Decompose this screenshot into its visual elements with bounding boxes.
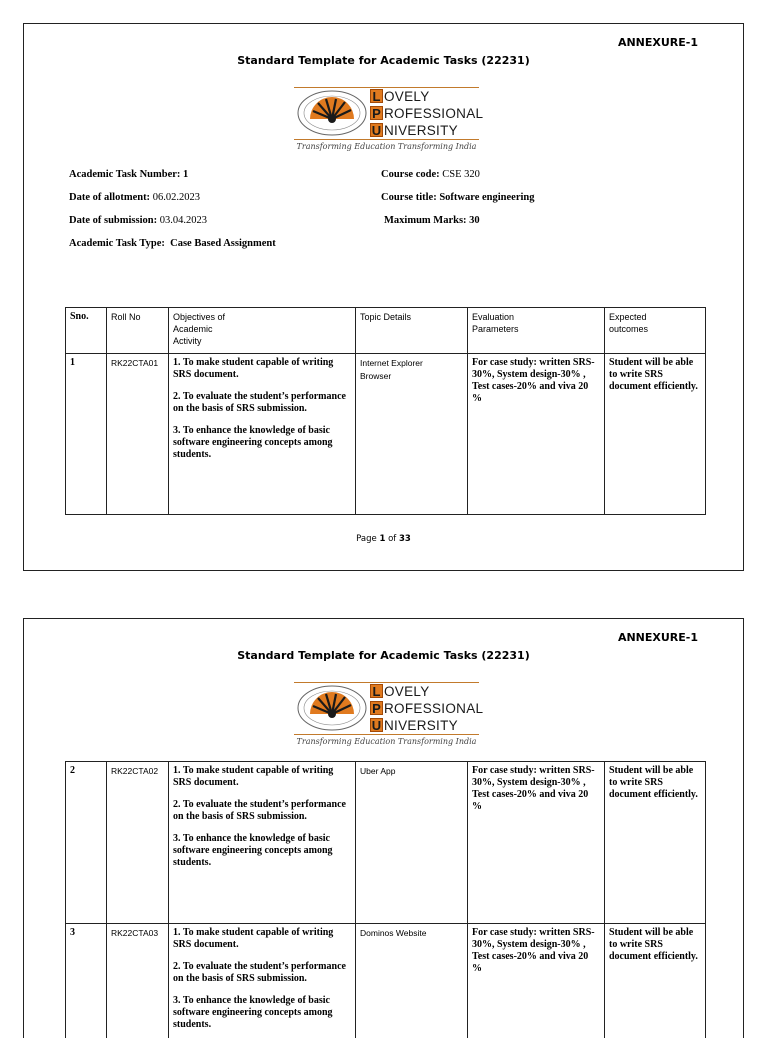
row-evaluation: For case study: written SRS-30%, System design-30% , Test cases-20% and viva 20 % <box>468 762 605 924</box>
row-evaluation: For case study: written SRS-30%, System design-30% , Test cases-20% and viva 20 % <box>468 924 605 1038</box>
logo-tagline: Transforming Education Transforming India <box>294 142 479 151</box>
task-table-continued <box>65 761 706 1038</box>
maximum-marks: Maximum Marks: 30 <box>384 215 480 226</box>
row-topic: Dominos Website <box>356 924 468 1038</box>
row-topic: Internet Explorer Browser <box>356 354 468 515</box>
university-seal-icon <box>296 89 368 137</box>
university-seal-icon <box>296 684 368 732</box>
row-objectives: 1. To make student capable of writing SRS document. 2. To evaluate the student’s performance on the basis of SRS submission. 3. To enhance the knowledge of basic software engineering concepts among students. <box>169 924 356 1038</box>
row-objectives: 1. To make student capable of writing SRS document. 2. To evaluate the student’s performance on the basis of SRS submission. 3. To enhance the knowledge of basic software engineering concepts among students. <box>169 354 356 515</box>
row-outcome: Student will be able to write SRS document efficiently. <box>605 762 706 924</box>
row-sno: 3 <box>66 924 107 1038</box>
annexure-label: ANNEXURE-1 <box>618 36 698 49</box>
row-outcome: Student will be able to write SRS document efficiently. <box>605 924 706 1038</box>
date-of-allotment: Date of allotment: 06.02.2023 <box>69 192 200 203</box>
course-title: Course title: Software engineering <box>381 192 535 203</box>
task-number: Academic Task Number: 1 <box>69 169 188 180</box>
row-roll-no: RK22CTA01 <box>107 354 169 515</box>
page-footer: Page 1 of 33 <box>24 534 743 544</box>
date-of-submission: Date of submission: 03.04.2023 <box>69 215 207 226</box>
document-title: Standard Template for Academic Tasks (22231) <box>24 54 743 67</box>
annexure-label: ANNEXURE-1 <box>618 631 698 644</box>
task-type: Academic Task Type: Case Based Assignment <box>69 238 276 249</box>
table-row <box>66 924 706 1038</box>
course-code: Course code: CSE 320 <box>381 169 480 180</box>
header-sno: Sno. <box>66 308 107 354</box>
row-topic: Uber App <box>356 762 468 924</box>
header-evaluation: Evaluation Parameters <box>468 308 605 354</box>
row-outcome: Student will be able to write SRS document efficiently. <box>605 354 706 515</box>
university-logo: L OVELY P ROFESSIONAL U NIVERSITY Transforming Education Transforming India <box>294 682 479 752</box>
row-roll-no: RK22CTA03 <box>107 924 169 1038</box>
row-objectives: 1. To make student capable of writing SRS document. 2. To evaluate the student’s performance on the basis of SRS submission. 3. To enhance the knowledge of basic software engineering concepts among students. <box>169 762 356 924</box>
table-header-row <box>66 308 706 354</box>
university-logo: L OVELY P ROFESSIONAL U NIVERSITY Transforming Education Transforming India <box>294 87 479 157</box>
header-roll-no: Roll No <box>107 308 169 354</box>
row-sno: 1 <box>66 354 107 515</box>
header-objectives: Objectives of Academic Activity <box>169 308 356 354</box>
row-evaluation: For case study: written SRS-30%, System design-30% , Test cases-20% and viva 20 % <box>468 354 605 515</box>
document-title: Standard Template for Academic Tasks (22231) <box>24 649 743 662</box>
table-row <box>66 762 706 924</box>
document-page-1 <box>23 23 744 571</box>
header-topic-details: Topic Details <box>356 308 468 354</box>
row-sno: 2 <box>66 762 107 924</box>
row-roll-no: RK22CTA02 <box>107 762 169 924</box>
document-page-2 <box>23 618 744 1038</box>
table-row <box>66 354 706 515</box>
task-table <box>65 307 706 515</box>
header-outcomes: Expected outcomes <box>605 308 706 354</box>
logo-tagline: Transforming Education Transforming India <box>294 737 479 746</box>
